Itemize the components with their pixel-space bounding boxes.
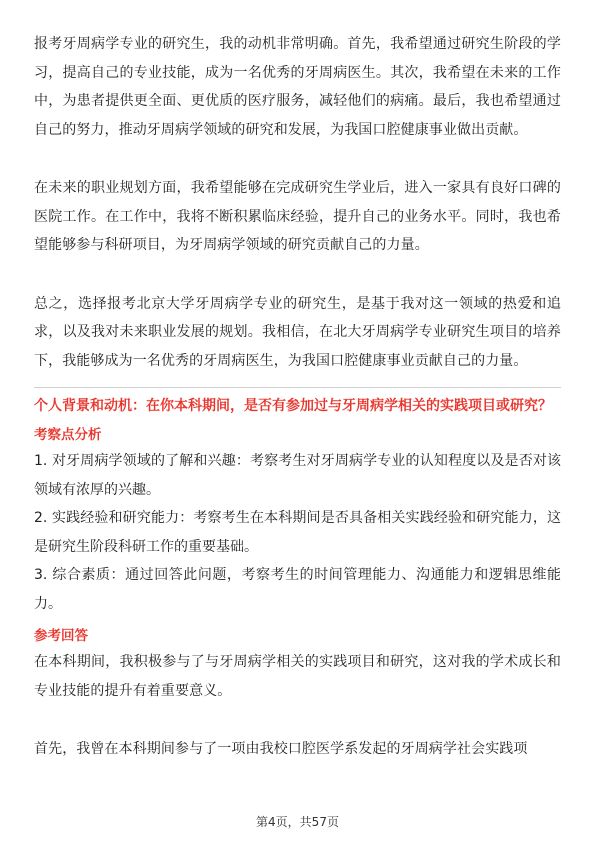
intro-paragraph-summary: 总之，选择报考北京大学牙周病学专业的研究生，是基于我对这一领域的热爱和追求，以及我对未来职业发展的规划。我相信，在北大牙周病学专业研究生项目的培养下，我能够成为一名优秀的牙周病医生，为我国口腔健康事业贡献自己的力量。 <box>34 295 561 369</box>
divider-gap <box>34 375 561 387</box>
page-number-label: 第4页，共57页 <box>256 815 339 829</box>
analysis-item-interest: 1. 对牙周病学领域的了解和兴趣：考察考生对牙周病学专业的认知程度以及是否对该领域有浓厚的兴趣。 <box>34 453 561 498</box>
section-divider <box>34 387 561 388</box>
paragraph-gap <box>34 705 561 735</box>
analysis-item-quality: 3. 综合素质：通过回答此问题，考察考生的时间管理能力、沟通能力和逻辑思维能力。 <box>34 567 561 612</box>
paragraph-gap <box>34 144 561 174</box>
page-content <box>34 30 561 764</box>
paragraph-gap <box>34 260 561 290</box>
answer-paragraph-first: 首先，我曾在本科期间参与了一项由我校口腔医学系发起的牙周病学社会实践项 <box>34 741 528 757</box>
intro-paragraph-career-plan: 在未来的职业规划方面，我希望能够在完成研究生学业后，进入一家具有良好口碑的医院工作。在工作中，我将不断积累临床经验，提升自己的业务水平。同时，我也希望能够参与科研项目，为牙周病学领域的研究贡献自己的力量。 <box>34 180 561 253</box>
intro-paragraph-motivation: 报考牙周病学专业的研究生，我的动机非常明确。首先，我希望通过研究生阶段的学习，提高自己的专业技能，成为一名优秀的牙周病医生。其次，我希望在未来的工作中，为患者提供更全面、更优质的医疗服务，减轻他们的病痛。最后，我也希望通过自己的努力，推动牙周病学领域的研究和发展，为我国口腔健康事业做出贡献。 <box>34 36 561 138</box>
answer-heading: 参考回答 <box>34 628 88 644</box>
interview-question: 个人背景和动机：在你本科期间，是否有参加过与牙周病学相关的实践项目或研究？ <box>34 398 552 414</box>
analysis-item-experience: 2. 实践经验和研究能力：考察考生在本科期间是否具备相关实践经验和研究能力，这是研究生阶段科研工作的重要基础。 <box>34 510 561 555</box>
analysis-heading: 考察点分析 <box>34 427 102 443</box>
page-footer <box>0 814 595 830</box>
answer-paragraph-overview: 在本科期间，我积极参与了与牙周病学相关的实践项目和研究，这对我的学术成长和专业技能的提升有着重要意义。 <box>34 654 561 699</box>
